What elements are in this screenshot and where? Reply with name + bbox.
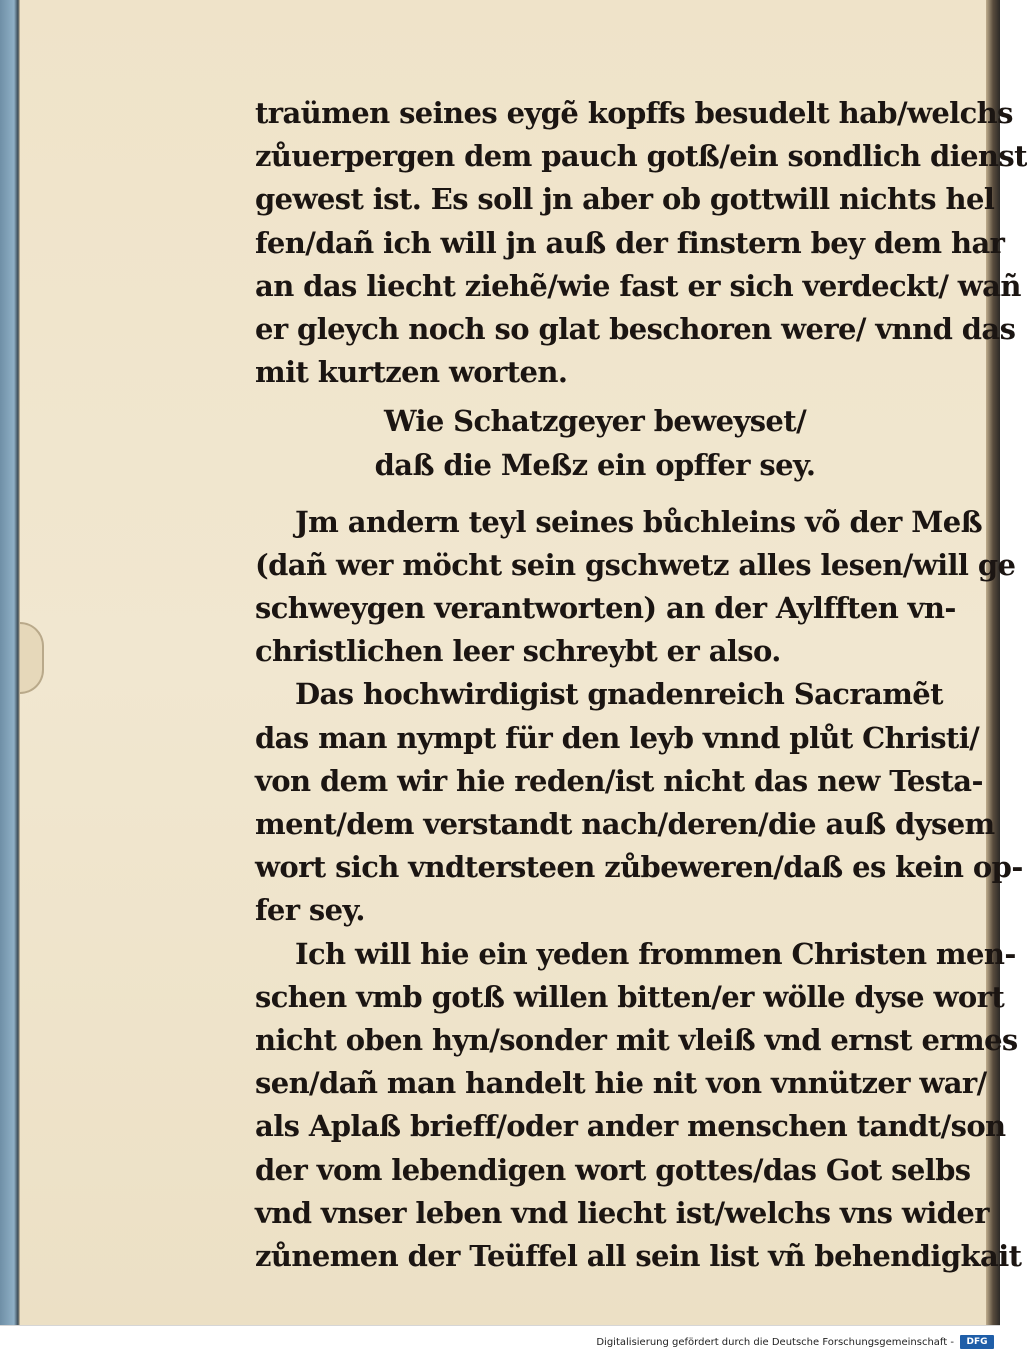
paragraph-1 [255,92,1027,394]
section-heading [255,400,935,486]
text-line: traümen seines eygẽ kopffs besudelt hab/welchs [255,96,1013,130]
heading-line: Wie Schatzgeyer beweyset/ [383,404,807,439]
text-line: schen vmb gotß willen bitten/er wölle dyse wort [255,979,1005,1014]
text-line: ment/dem verstandt nach/deren/die auß dysem [255,807,995,841]
text-line: fen/dañ ich will jn auß der finstern bey dem har [255,225,1005,260]
dfg-logo-icon: DFG [960,1335,994,1349]
text-line: Jm andern teyl seines bůchleins võ der Meß [295,504,982,539]
text-line: mit kurtzen worten. [255,355,568,390]
text-line: er gleych noch so glat beschoren were/ vnnd das [255,311,1016,346]
page-text [255,92,1027,1278]
text-line: zůnemen der Teüffel all sein list vñ behendigkait [255,1238,1022,1273]
text-line: gewest ist. Es soll jn aber ob gottwill nichts hel [255,182,995,217]
paragraph-4 [255,933,1022,1279]
footer-bar [0,1325,1000,1358]
text-line: vnd vnser leben vnd liecht ist/welchs vns wider [255,1195,989,1230]
text-line: von dem wir hie reden/ist nicht das new Testa- [255,763,983,798]
funding-credit: Digitalisierung gefördert durch die Deutsche Forschungsgemeinschaft - [596,1337,954,1348]
page-tab-notch [20,622,44,694]
text-line: wort sich vndtersteen zůbeweren/daß es kein op- [255,850,1023,885]
text-line: fer sey. [255,893,365,928]
text-line: christlichen leer schreybt er also. [255,634,781,669]
text-line: das man nympt für den leyb vnnd plůt Christi/ [255,720,980,755]
heading-line: daß die Meßz ein opffer sey. [374,447,816,482]
paragraph-2 [255,501,1016,674]
text-line: nicht oben hyn/sonder mit vleiß vnd ernst ermes [255,1022,1018,1057]
text-line: der vom lebendigen wort gottes/das Got selbs [255,1152,971,1187]
text-line: als Aplaß brieff/oder ander menschen tandt/son [255,1109,1006,1144]
text-line: an das liecht ziehẽ/wie fast er sich verdeckt/ wañ [255,268,1021,303]
text-line: sen/dañ man handelt hie nit von vnnützer war/ [255,1066,987,1101]
text-line: Ich will hie ein yeden frommen Christen men- [295,936,1016,971]
text-line: Das hochwirdigist gnadenreich Sacramẽt [295,677,943,712]
paragraph-3 [255,673,1023,932]
text-line: schweygen verantworten) an der Aylfften vn- [255,591,956,626]
text-line: (dañ wer möcht sein gschwetz alles lesen/will ge [255,547,1016,582]
text-line: zůuerpergen dem pauch gotß/ein sondlich dienst [255,139,1027,174]
